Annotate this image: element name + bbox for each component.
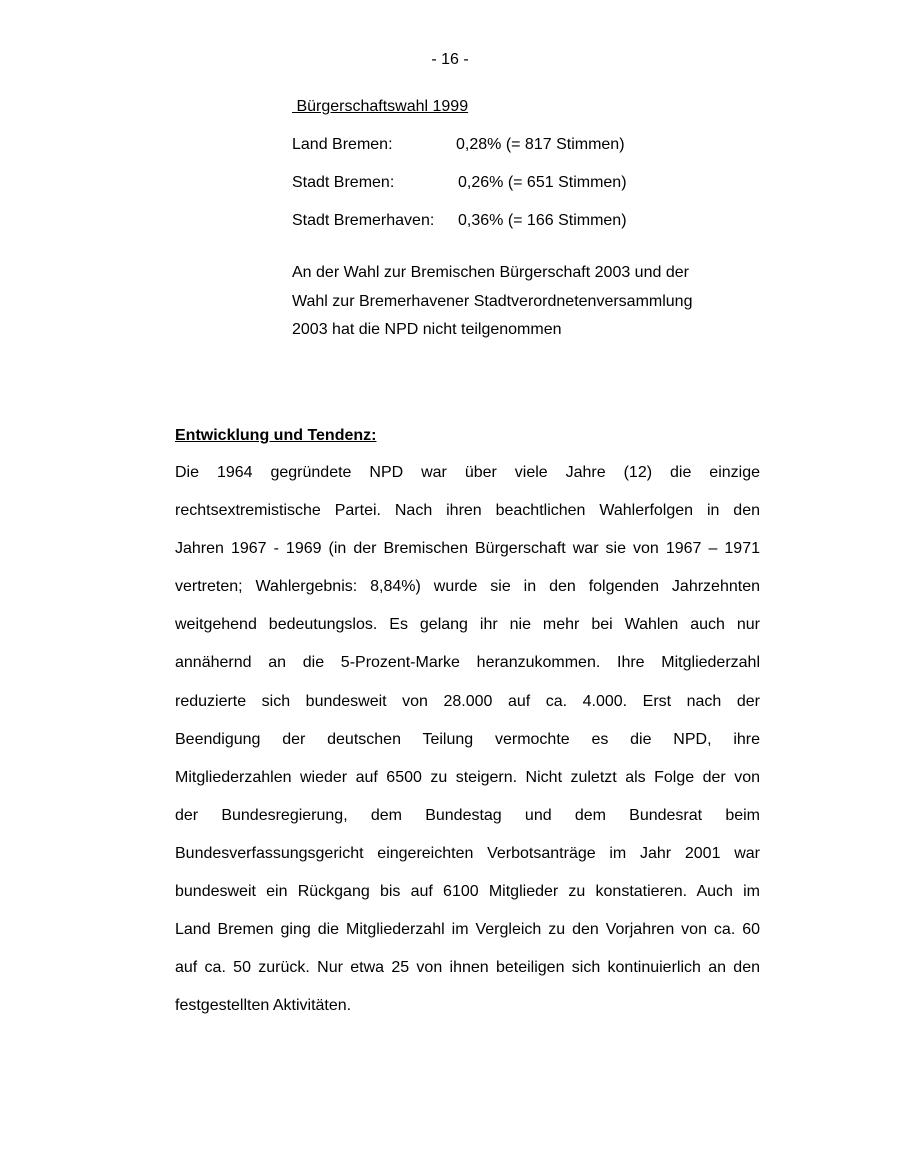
body-line: weitgehend bedeutungslos. Es gelang ihr nie mehr bei Wahlen auch nur <box>175 616 760 634</box>
note-line: 2003 hat die NPD nicht teilgenommen <box>292 321 562 338</box>
result-value: 0,36% (= 166 Stimmen) <box>458 212 627 229</box>
result-row-stadt-bremen <box>292 173 752 193</box>
section-body <box>175 454 760 1025</box>
section-heading: Entwicklung und Tendenz: <box>175 427 377 444</box>
body-line: Land Bremen ging die Mitgliederzahl im Vergleich zu den Vorjahren von ca. 60 <box>175 921 760 939</box>
result-row-land-bremen <box>292 135 752 155</box>
body-line: der Bundesregierung, dem Bundestag und dem Bundesrat beim <box>175 806 760 824</box>
body-line: Die 1964 gegründete NPD war über viele Jahre (12) die einzige <box>175 464 760 481</box>
body-line: Bundesverfassungsgericht eingereichten Verbotsanträge im Jahr 2001 war <box>175 844 760 862</box>
body-line: auf ca. 50 zurück. Nur etwa 25 von ihnen beteiligen sich kontinuierlich an den <box>175 959 760 977</box>
body-line: rechtsextremistische Partei. Nach ihren beachtlichen Wahlerfolgen in den <box>175 502 760 520</box>
section-development-trend <box>175 426 760 1025</box>
page-number: - 16 - <box>431 51 469 68</box>
body-line: Beendigung der deutschen Teilung vermochte es die NPD, ihre <box>175 730 760 748</box>
body-line: festgestellten Aktivitäten. <box>175 997 352 1015</box>
result-value: 0,28% (= 817 Stimmen) <box>456 136 625 153</box>
election-results-block <box>292 97 752 345</box>
note-line: Wahl zur Bremerhavener Stadtverordnetenversammlung <box>292 292 693 310</box>
body-line: bundesweit ein Rückgang bis auf 6100 Mitglieder zu konstatieren. Auch im <box>175 883 760 901</box>
body-line: Jahren 1967 - 1969 (in der Bremischen Bürgerschaft war sie von 1967 – 1971 <box>175 540 760 558</box>
result-place: Stadt Bremen: <box>292 174 395 191</box>
body-line: Mitgliederzahlen wieder auf 6500 zu steigern. Nicht zuletzt als Folge der von <box>175 768 760 786</box>
result-value: 0,26% (= 651 Stimmen) <box>458 174 627 191</box>
body-line: reduzierte sich bundesweit von 28.000 auf ca. 4.000. Erst nach der <box>175 692 760 710</box>
result-place: Stadt Bremerhaven: <box>292 212 435 229</box>
note-line: An der Wahl zur Bremischen Bürgerschaft 2003 und der <box>292 264 689 281</box>
election-title: Bürgerschaftswahl 1999 <box>292 98 469 115</box>
result-place: Land Bremen: <box>292 136 393 153</box>
result-row-stadt-bremerhaven <box>292 211 752 231</box>
body-line: vertreten; Wahlergebnis: 8,84%) wurde sie in den folgenden Jahrzehnten <box>175 578 760 596</box>
election-note <box>292 259 732 345</box>
body-line: annähernd an die 5-Prozent-Marke heranzukommen. Ihre Mitgliederzahl <box>175 654 760 672</box>
